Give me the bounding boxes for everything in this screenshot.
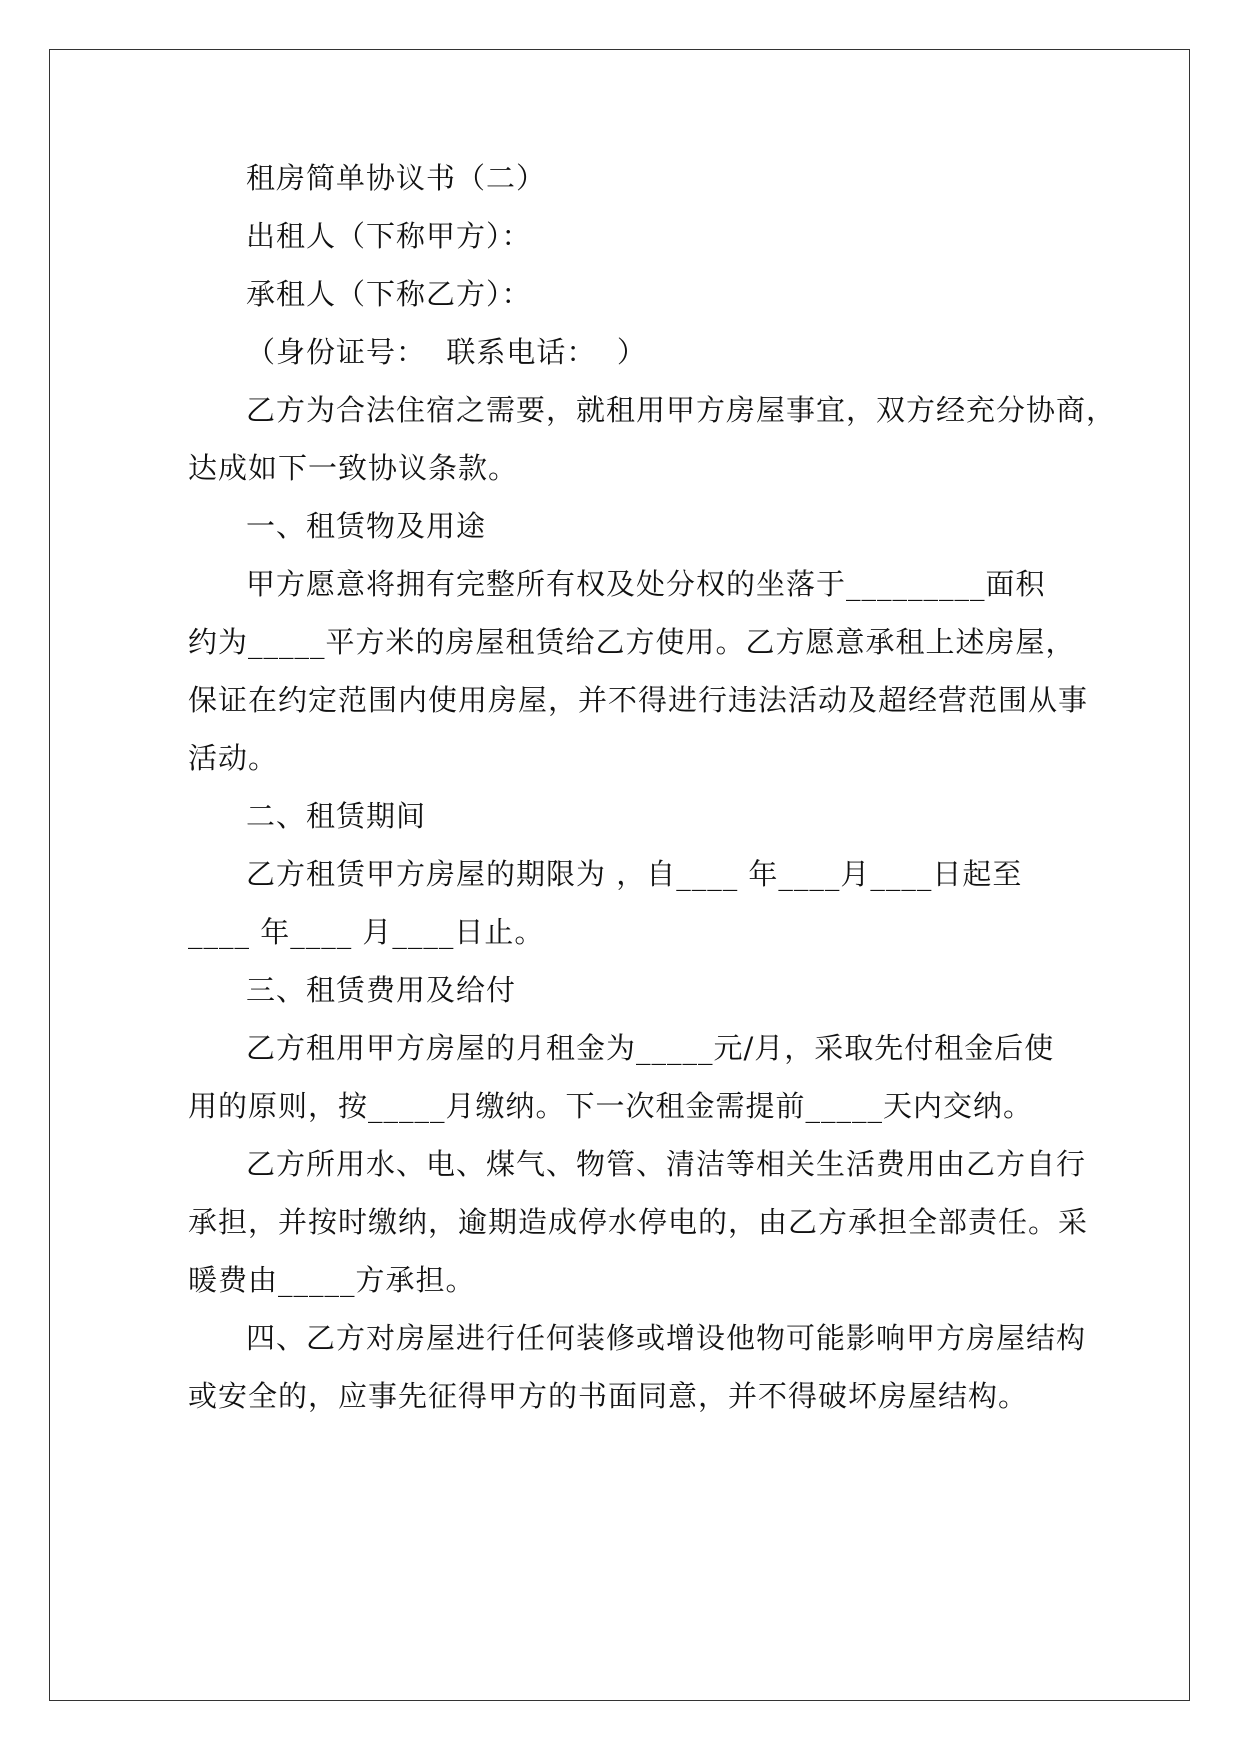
section-3-paragraph-line: 乙方所用水、电、煤气、物管、清洁等相关生活费用由乙方自行	[246, 1147, 1087, 1181]
section-3-paragraph-line: 乙方租用甲方房屋的月租金为_____元/月，采取先付租金后使	[246, 1031, 1055, 1065]
section-3-paragraph-line: 暖费由_____方承担。	[188, 1263, 476, 1297]
section-4-paragraph-line: 四、乙方对房屋进行任何装修或增设他物可能影响甲方房屋结构	[246, 1321, 1087, 1355]
id-phone-line: （身份证号： 联系电话： ）	[246, 335, 647, 369]
section-1-paragraph-line: 保证在约定范围内使用房屋，并不得进行违法活动及超经营范围从事	[188, 683, 1089, 717]
intro-paragraph-line: 乙方为合法住宿之需要，就租用甲方房屋事宜，双方经充分协商，	[246, 393, 1117, 427]
section-2-paragraph-line: ____ 年____ 月____日止。	[188, 915, 545, 949]
section-1-paragraph-line: 甲方愿意将拥有完整所有权及处分权的坐落于_________面积	[246, 567, 1046, 601]
section-heading-3: 三、租赁费用及给付	[246, 973, 517, 1007]
section-3-paragraph-line: 承担，并按时缴纳，逾期造成停水停电的，由乙方承担全部责任。采	[188, 1205, 1089, 1239]
lessor-line: 出租人（下称甲方）：	[246, 219, 532, 253]
document-title: 租房简单协议书（二）	[246, 161, 547, 195]
section-4-paragraph-line: 或安全的，应事先征得甲方的书面同意，并不得破坏房屋结构。	[188, 1379, 1029, 1413]
intro-paragraph-line: 达成如下一致协议条款。	[188, 451, 519, 485]
section-1-paragraph-line: 活动。	[188, 741, 279, 775]
section-2-paragraph-line: 乙方租赁甲方房屋的期限为 ，自____ 年____月____日起至	[246, 857, 1023, 891]
section-heading-2: 二、租赁期间	[246, 799, 427, 833]
section-1-paragraph-line: 约为_____平方米的房屋租赁给乙方使用。乙方愿意承租上述房屋，	[188, 625, 1076, 659]
section-3-paragraph-line: 用的原则，按_____月缴纳。下一次租金需提前_____天内交纳。	[188, 1089, 1034, 1123]
section-heading-1: 一、租赁物及用途	[246, 509, 487, 543]
lessee-line: 承租人（下称乙方）：	[246, 277, 532, 311]
